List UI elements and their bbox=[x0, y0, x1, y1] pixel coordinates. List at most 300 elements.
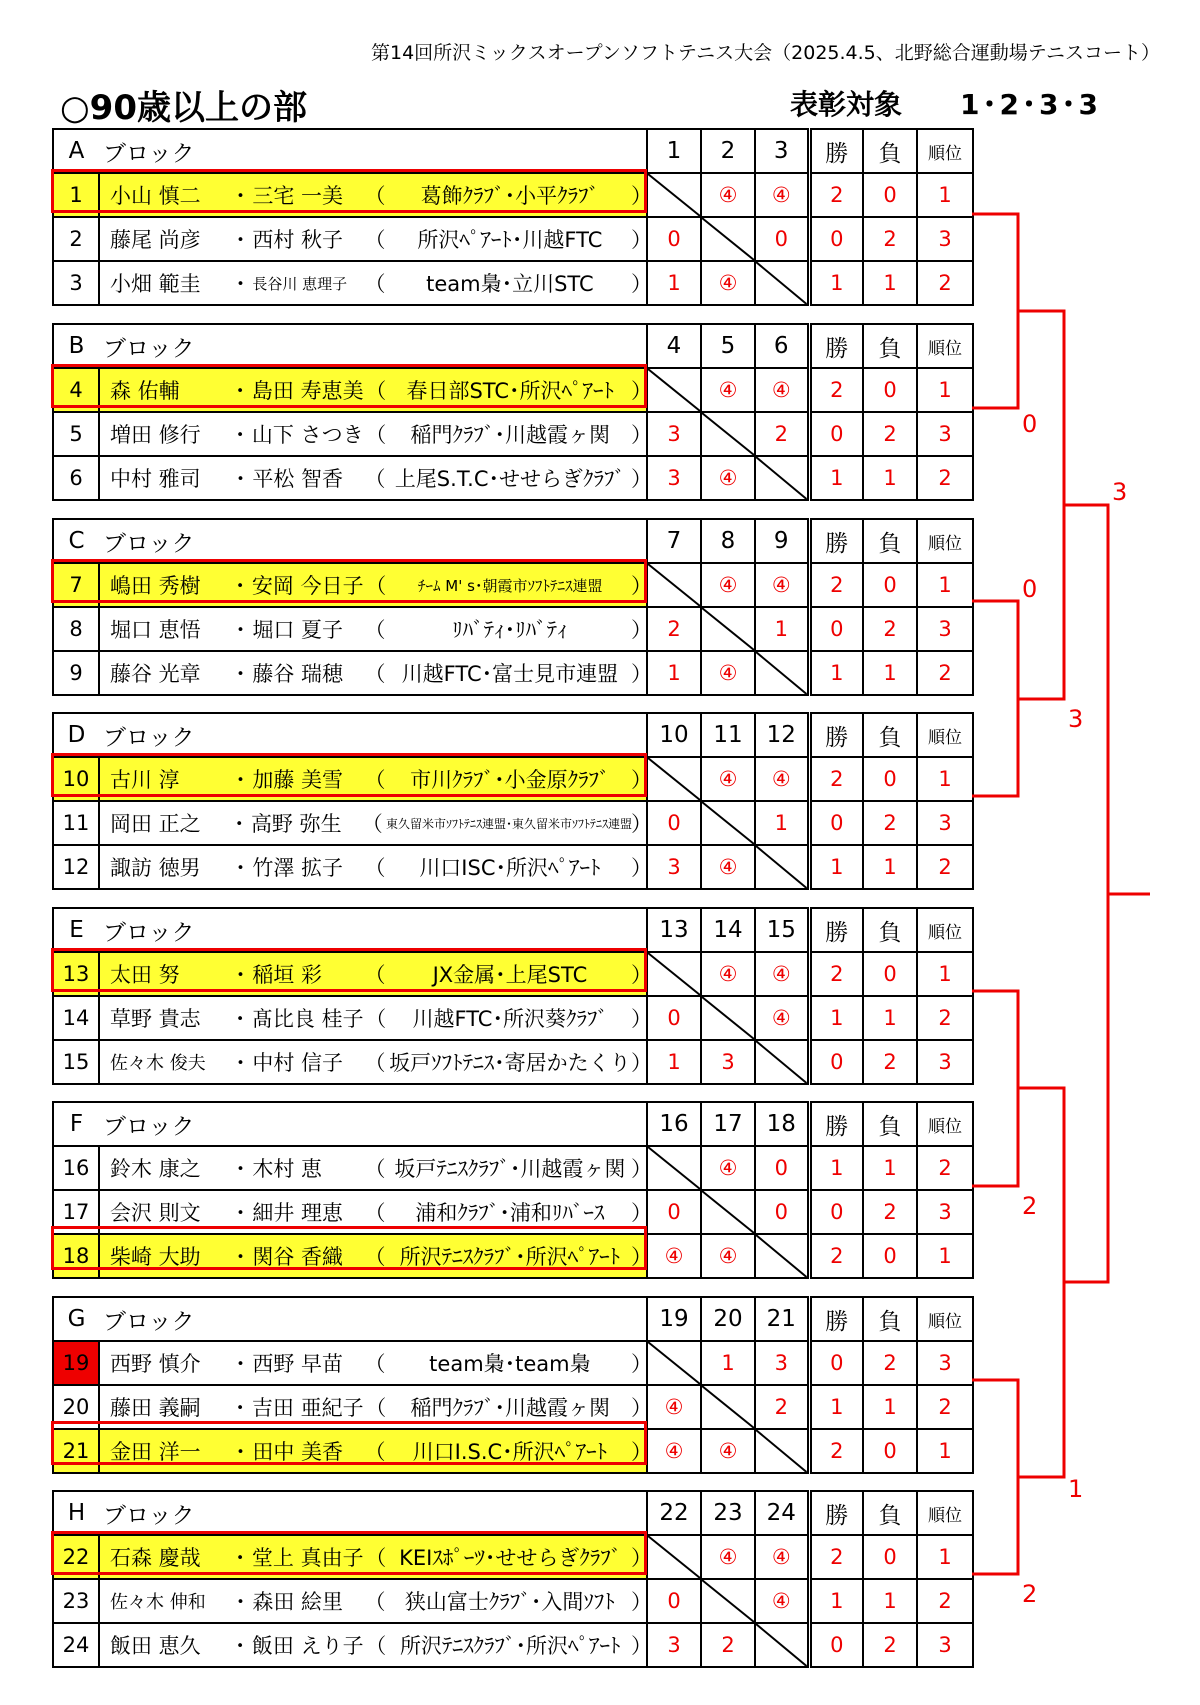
paren-open: （ bbox=[364, 1245, 386, 1269]
club-name: 浦和ｸﾗﾌﾞ･浦和ﾘﾊﾞｰｽ bbox=[415, 1201, 605, 1225]
paren-close: ） bbox=[631, 963, 653, 987]
player-2-name: 細井 理恵 bbox=[252, 1201, 344, 1225]
self-match-cell bbox=[647, 1535, 701, 1579]
opponent-column-header: 7 bbox=[647, 519, 701, 563]
opponent-column-header: 20 bbox=[701, 1297, 755, 1341]
team-row bbox=[53, 952, 973, 996]
match-result: 2 bbox=[647, 607, 701, 651]
team-number: 6 bbox=[53, 456, 99, 500]
tournament-subtitle: 第14回所沢ミックスオープンソフトテニス大会（2025.4.5、北野総合運動場テニスコート） bbox=[371, 42, 1160, 64]
paren-close: ） bbox=[630, 1546, 652, 1570]
match-result: ④ bbox=[647, 1429, 701, 1473]
match-result: ④ bbox=[701, 368, 755, 412]
losses-value: 2 bbox=[863, 1623, 917, 1667]
loss-column-header: 負 bbox=[863, 1102, 917, 1146]
team-row bbox=[53, 173, 973, 217]
opponent-column-header: 24 bbox=[755, 1491, 809, 1535]
paren-open: （ bbox=[365, 1007, 387, 1031]
paren-open: （ bbox=[365, 1546, 387, 1570]
self-match-cell bbox=[647, 952, 701, 996]
match-result: ④ bbox=[755, 952, 809, 996]
loss-column-header: 負 bbox=[863, 1491, 917, 1535]
team-names bbox=[99, 1146, 653, 1190]
win-column-header: 勝 bbox=[809, 129, 863, 173]
match-result: 3 bbox=[647, 1623, 701, 1667]
separator-dot: ･ bbox=[235, 662, 246, 686]
losses-value: 2 bbox=[863, 217, 917, 261]
self-match-cell bbox=[647, 1146, 701, 1190]
wins-value: 1 bbox=[809, 1146, 863, 1190]
player-1-name: 草野 貴志 bbox=[110, 1007, 201, 1031]
team-names bbox=[99, 1234, 653, 1278]
wins-value: 0 bbox=[809, 1623, 863, 1667]
page-title: ○90歳以上の部 bbox=[60, 88, 307, 128]
player-2-name: 高野 弥生 bbox=[250, 812, 342, 836]
wins-value: 0 bbox=[809, 412, 863, 456]
bracket-line-g bbox=[972, 1380, 1018, 1477]
self-match-cell bbox=[755, 1429, 809, 1473]
team-row bbox=[53, 563, 973, 607]
wins-value: 2 bbox=[809, 1429, 863, 1473]
team-number: 4 bbox=[53, 368, 99, 412]
block-header-row bbox=[53, 908, 973, 952]
paren-close: ） bbox=[631, 467, 653, 491]
team-row bbox=[53, 368, 973, 412]
team-row bbox=[53, 1623, 973, 1667]
rank-value: 3 bbox=[917, 1190, 973, 1234]
team-row bbox=[53, 607, 973, 651]
player-1-name: 西野 慎介 bbox=[110, 1352, 201, 1376]
player-2-name: 髙比良 桂子 bbox=[251, 1007, 364, 1031]
block-header-row bbox=[53, 1297, 973, 1341]
bracket-score: 3 bbox=[1112, 478, 1128, 506]
block-h bbox=[52, 1490, 972, 1658]
team-row bbox=[53, 1429, 973, 1473]
team-row bbox=[53, 1040, 973, 1084]
match-result: 0 bbox=[647, 801, 701, 845]
block-f bbox=[52, 1101, 972, 1269]
bracket-line-f bbox=[972, 1088, 1018, 1186]
win-column-header: 勝 bbox=[809, 908, 863, 952]
paren-close: ） bbox=[631, 228, 653, 252]
block-header-row bbox=[53, 1102, 973, 1146]
award-label: 表彰対象 bbox=[790, 88, 903, 121]
diagonal-slash-icon bbox=[702, 413, 754, 455]
team-row bbox=[53, 1385, 973, 1429]
diagonal-slash-icon bbox=[648, 758, 700, 800]
team-names bbox=[99, 1579, 653, 1623]
player-2-name: 中村 信子 bbox=[252, 1051, 344, 1075]
separator-dot: ･ bbox=[234, 1634, 246, 1658]
match-result: 0 bbox=[647, 996, 701, 1040]
club-name: 川越FTC･所沢葵ｸﾗﾌﾞ bbox=[412, 1007, 608, 1031]
player-2-name: 吉田 亜紀子 bbox=[251, 1396, 364, 1420]
rank-value: 1 bbox=[917, 1429, 973, 1473]
rank-value: 3 bbox=[917, 412, 973, 456]
paren-close: ） bbox=[631, 1352, 653, 1376]
loss-column-header: 負 bbox=[863, 519, 917, 563]
wins-value: 0 bbox=[809, 1040, 863, 1084]
block-header-row bbox=[53, 519, 973, 563]
team-number: 11 bbox=[53, 801, 99, 845]
paren-close: ） bbox=[631, 856, 653, 880]
self-match-cell bbox=[701, 996, 755, 1040]
player-1-name: 鈴木 康之 bbox=[110, 1157, 201, 1181]
paren-close: ） bbox=[631, 272, 653, 296]
opponent-column-header: 6 bbox=[755, 324, 809, 368]
paren-close: ） bbox=[630, 1396, 652, 1420]
team-row bbox=[53, 801, 973, 845]
team-row bbox=[53, 1234, 973, 1278]
rank-value: 3 bbox=[917, 1040, 973, 1084]
team-names bbox=[99, 1341, 653, 1385]
self-match-cell bbox=[755, 845, 809, 889]
block-letter: G bbox=[53, 1297, 99, 1341]
losses-value: 0 bbox=[863, 563, 917, 607]
team-row bbox=[53, 1579, 973, 1623]
match-result: 1 bbox=[755, 801, 809, 845]
diagonal-slash-icon bbox=[648, 564, 700, 606]
player-2-name: 島田 寿恵美 bbox=[251, 379, 364, 403]
player-1-name: 太田 努 bbox=[110, 963, 180, 987]
team-names bbox=[99, 368, 652, 412]
paren-close: ） bbox=[631, 1157, 653, 1181]
paren-open: （ bbox=[364, 1440, 386, 1464]
team-row bbox=[53, 456, 973, 500]
match-result: ④ bbox=[755, 1579, 809, 1623]
losses-value: 1 bbox=[863, 996, 917, 1040]
paren-close: ） bbox=[630, 379, 652, 403]
diagonal-slash-icon bbox=[756, 1430, 807, 1472]
bracket-score: 2 bbox=[1022, 1580, 1038, 1608]
win-column-header: 勝 bbox=[809, 324, 863, 368]
club-name: 川口I.S.C･所沢ﾍﾟｱｰﾄ bbox=[412, 1440, 608, 1464]
bracket-score: 1 bbox=[1068, 1475, 1084, 1503]
paren-open: （ bbox=[364, 272, 386, 296]
bracket-score: 2 bbox=[1022, 1192, 1038, 1220]
separator-dot: ･ bbox=[234, 423, 246, 447]
team-names bbox=[99, 217, 653, 261]
match-result: 0 bbox=[755, 1190, 809, 1234]
separator-dot: ･ bbox=[235, 1352, 246, 1376]
match-result: ④ bbox=[701, 1429, 755, 1473]
block-label: ブロック bbox=[99, 1297, 647, 1341]
diagonal-slash-icon bbox=[648, 174, 700, 216]
match-result: 0 bbox=[647, 1579, 701, 1623]
team-names bbox=[99, 1623, 652, 1667]
self-match-cell bbox=[647, 1341, 701, 1385]
separator-dot: ･ bbox=[235, 768, 246, 792]
self-match-cell bbox=[755, 1040, 809, 1084]
match-result: ④ bbox=[755, 173, 809, 217]
club-name: 坂戸ｿﾌﾄﾃﾆｽ･寄居かたくり bbox=[389, 1051, 631, 1075]
losses-value: 2 bbox=[863, 1040, 917, 1084]
bracket-line-h bbox=[972, 1477, 1018, 1574]
diagonal-slash-icon bbox=[702, 1191, 754, 1233]
block-label: ブロック bbox=[99, 908, 647, 952]
separator-dot: ･ bbox=[235, 1201, 246, 1225]
paren-open: （ bbox=[364, 768, 386, 792]
opponent-column-header: 8 bbox=[701, 519, 755, 563]
club-name: 所沢ﾍﾟｱｰﾄ･川越FTC bbox=[417, 228, 603, 252]
match-result: 3 bbox=[647, 845, 701, 889]
paren-open: （ bbox=[364, 1157, 386, 1181]
match-result: ④ bbox=[755, 757, 809, 801]
opponent-column-header: 19 bbox=[647, 1297, 701, 1341]
opponent-column-header: 1 bbox=[647, 129, 701, 173]
win-column-header: 勝 bbox=[809, 713, 863, 757]
rank-value: 3 bbox=[917, 217, 973, 261]
match-result: ④ bbox=[647, 1234, 701, 1278]
rank-column-header: 順位 bbox=[917, 713, 973, 757]
player-1-name: 石森 慶哉 bbox=[110, 1546, 201, 1570]
team-number: 3 bbox=[53, 261, 99, 305]
diagonal-slash-icon bbox=[702, 1580, 754, 1622]
block-letter: C bbox=[53, 519, 99, 563]
wins-value: 0 bbox=[809, 1341, 863, 1385]
loss-column-header: 負 bbox=[863, 1297, 917, 1341]
match-result: ④ bbox=[755, 368, 809, 412]
wins-value: 2 bbox=[809, 563, 863, 607]
team-row bbox=[53, 217, 973, 261]
team-number: 17 bbox=[53, 1190, 99, 1234]
rank-column-header: 順位 bbox=[917, 129, 973, 173]
opponent-column-header: 18 bbox=[755, 1102, 809, 1146]
team-names bbox=[99, 757, 653, 801]
team-number: 8 bbox=[53, 607, 99, 651]
paren-close: ） bbox=[631, 1440, 653, 1464]
separator-dot: ･ bbox=[234, 1546, 246, 1570]
rank-value: 2 bbox=[917, 456, 973, 500]
player-2-name: 堀口 夏子 bbox=[252, 618, 344, 642]
paren-close: ） bbox=[631, 1245, 653, 1269]
team-number: 7 bbox=[53, 563, 99, 607]
losses-value: 1 bbox=[863, 651, 917, 695]
team-names bbox=[99, 456, 653, 500]
losses-value: 1 bbox=[863, 845, 917, 889]
team-row bbox=[53, 1146, 973, 1190]
paren-open: （ bbox=[364, 856, 386, 880]
wins-value: 1 bbox=[809, 1385, 863, 1429]
match-result: ④ bbox=[701, 952, 755, 996]
club-name: KEIｽﾎﾟｰﾂ･せせらぎｸﾗﾌﾞ bbox=[399, 1546, 622, 1570]
wins-value: 1 bbox=[809, 261, 863, 305]
opponent-column-header: 22 bbox=[647, 1491, 701, 1535]
match-result: 0 bbox=[647, 217, 701, 261]
opponent-column-header: 5 bbox=[701, 324, 755, 368]
match-result: 3 bbox=[701, 1040, 755, 1084]
team-number: 15 bbox=[53, 1040, 99, 1084]
opponent-column-header: 23 bbox=[701, 1491, 755, 1535]
team-row bbox=[53, 1190, 973, 1234]
self-match-cell bbox=[701, 217, 755, 261]
diagonal-slash-icon bbox=[648, 1147, 700, 1189]
self-match-cell bbox=[701, 412, 755, 456]
club-name: team梟･立川STC bbox=[426, 272, 594, 296]
match-result: ④ bbox=[701, 563, 755, 607]
self-match-cell bbox=[701, 1385, 755, 1429]
rank-value: 1 bbox=[917, 757, 973, 801]
wins-value: 2 bbox=[809, 1234, 863, 1278]
bracket-score: 0 bbox=[1022, 410, 1038, 438]
rank-value: 2 bbox=[917, 1579, 973, 1623]
win-column-header: 勝 bbox=[809, 1297, 863, 1341]
player-1-name: 藤田 義嗣 bbox=[110, 1396, 201, 1420]
match-result: ④ bbox=[701, 261, 755, 305]
self-match-cell bbox=[755, 1623, 809, 1667]
rank-value: 2 bbox=[917, 651, 973, 695]
rank-column-header: 順位 bbox=[917, 1102, 973, 1146]
diagonal-slash-icon bbox=[648, 1536, 700, 1578]
win-column-header: 勝 bbox=[809, 1491, 863, 1535]
paren-close: ） bbox=[630, 1634, 652, 1658]
opponent-column-header: 12 bbox=[755, 713, 809, 757]
rank-value: 1 bbox=[917, 563, 973, 607]
club-name: team梟･team梟 bbox=[429, 1352, 591, 1376]
paren-open: （ bbox=[365, 423, 387, 447]
player-1-name: 佐々木 伸和 bbox=[110, 1592, 206, 1613]
losses-value: 2 bbox=[863, 801, 917, 845]
paren-open: （ bbox=[364, 1352, 386, 1376]
club-name: 稲門ｸﾗﾌﾞ･川越霞ヶ関 bbox=[410, 1396, 610, 1420]
team-number: 24 bbox=[53, 1623, 99, 1667]
club-name: ﾘﾊﾞﾃｨ･ﾘﾊﾞﾃｨ bbox=[452, 618, 568, 642]
team-number: 19 bbox=[53, 1341, 99, 1385]
bracket-line-final-top bbox=[1064, 505, 1150, 894]
player-1-name: 金田 洋一 bbox=[110, 1440, 201, 1464]
self-match-cell bbox=[647, 563, 701, 607]
match-result: ④ bbox=[701, 1535, 755, 1579]
loss-column-header: 負 bbox=[863, 713, 917, 757]
award-value: 1･2･3･3 bbox=[960, 88, 1101, 121]
team-names bbox=[99, 261, 653, 305]
self-match-cell bbox=[701, 1190, 755, 1234]
player-1-name: 岡田 正之 bbox=[110, 812, 201, 836]
block-header-row bbox=[53, 1491, 973, 1535]
separator-dot: ･ bbox=[235, 467, 246, 491]
match-result: 1 bbox=[647, 1040, 701, 1084]
losses-value: 1 bbox=[863, 261, 917, 305]
player-2-name: 西野 早苗 bbox=[252, 1352, 344, 1376]
losses-value: 2 bbox=[863, 1190, 917, 1234]
wins-value: 1 bbox=[809, 651, 863, 695]
rank-value: 3 bbox=[917, 607, 973, 651]
player-2-name: 長谷川 恵理子 bbox=[252, 274, 348, 293]
losses-value: 0 bbox=[863, 952, 917, 996]
diagonal-slash-icon bbox=[756, 846, 807, 888]
losses-value: 1 bbox=[863, 1385, 917, 1429]
player-1-name: 中村 雅司 bbox=[110, 467, 201, 491]
block-header-row bbox=[53, 129, 973, 173]
bracket-score: 3 bbox=[1068, 705, 1084, 733]
losses-value: 1 bbox=[863, 1579, 917, 1623]
paren-close: ） bbox=[630, 574, 652, 598]
match-result: ④ bbox=[755, 563, 809, 607]
paren-close: ） bbox=[631, 1590, 653, 1614]
separator-dot: ･ bbox=[235, 272, 246, 296]
match-result: 3 bbox=[755, 1341, 809, 1385]
losses-value: 0 bbox=[863, 1429, 917, 1473]
bracket-line-d bbox=[972, 699, 1018, 796]
match-result: 1 bbox=[755, 607, 809, 651]
rank-column-header: 順位 bbox=[917, 1297, 973, 1341]
diagonal-slash-icon bbox=[702, 1386, 754, 1428]
rank-value: 2 bbox=[917, 1385, 973, 1429]
match-result: 1 bbox=[647, 261, 701, 305]
player-2-name: 山下 さつき bbox=[251, 423, 364, 447]
separator-dot: ･ bbox=[234, 1007, 246, 1031]
player-2-name: 藤谷 瑞穂 bbox=[252, 662, 344, 686]
match-result: ④ bbox=[755, 996, 809, 1040]
diagonal-slash-icon bbox=[756, 652, 807, 694]
opponent-column-header: 9 bbox=[755, 519, 809, 563]
club-name: 坂戸ﾃﾆｽｸﾗﾌﾞ･川越霞ヶ関 bbox=[394, 1157, 626, 1181]
team-names bbox=[99, 173, 653, 217]
diagonal-slash-icon bbox=[756, 262, 807, 304]
team-names bbox=[99, 845, 653, 889]
wins-value: 1 bbox=[809, 1579, 863, 1623]
match-result: 0 bbox=[647, 1190, 701, 1234]
self-match-cell bbox=[755, 651, 809, 695]
self-match-cell bbox=[647, 368, 701, 412]
club-name: 川口ISC･所沢ﾍﾟｱｰﾄ bbox=[419, 856, 601, 880]
team-number: 20 bbox=[53, 1385, 99, 1429]
rank-value: 3 bbox=[917, 801, 973, 845]
paren-close: ） bbox=[631, 1201, 653, 1225]
losses-value: 0 bbox=[863, 173, 917, 217]
block-c bbox=[52, 518, 972, 686]
losses-value: 2 bbox=[863, 1341, 917, 1385]
player-1-name: 会沢 則文 bbox=[110, 1201, 201, 1225]
player-2-name: 田中 美香 bbox=[252, 1440, 344, 1464]
club-name: 市川ｸﾗﾌﾞ･小金原ｸﾗﾌﾞ bbox=[410, 768, 610, 792]
block-d bbox=[52, 712, 972, 880]
diagonal-slash-icon bbox=[702, 608, 754, 650]
player-1-name: 藤尾 尚彦 bbox=[110, 228, 201, 252]
team-number: 22 bbox=[53, 1535, 99, 1579]
team-names bbox=[99, 1385, 652, 1429]
win-column-header: 勝 bbox=[809, 519, 863, 563]
team-number: 10 bbox=[53, 757, 99, 801]
match-result: 2 bbox=[701, 1623, 755, 1667]
block-label: ブロック bbox=[99, 1491, 647, 1535]
separator-dot: ･ bbox=[234, 379, 246, 403]
separator-dot: ･ bbox=[235, 856, 246, 880]
rank-value: 1 bbox=[917, 1234, 973, 1278]
bracket-line-gh bbox=[1018, 1282, 1064, 1477]
match-result: 0 bbox=[755, 217, 809, 261]
separator-dot: ･ bbox=[235, 1051, 246, 1075]
wins-value: 0 bbox=[809, 607, 863, 651]
player-1-name: 飯田 恵久 bbox=[110, 1634, 201, 1658]
team-names bbox=[99, 801, 652, 845]
bracket-line-ef bbox=[1018, 1088, 1064, 1282]
team-row bbox=[53, 996, 973, 1040]
match-result: ④ bbox=[647, 1385, 701, 1429]
rank-value: 2 bbox=[917, 845, 973, 889]
block-e bbox=[52, 907, 972, 1075]
block-letter: H bbox=[53, 1491, 99, 1535]
match-result: 2 bbox=[755, 1385, 809, 1429]
wins-value: 2 bbox=[809, 173, 863, 217]
opponent-column-header: 17 bbox=[701, 1102, 755, 1146]
team-names bbox=[99, 412, 652, 456]
block-header-row bbox=[53, 713, 973, 757]
losses-value: 2 bbox=[863, 607, 917, 651]
club-name: 葛飾ｸﾗﾌﾞ･小平ｸﾗﾌﾞ bbox=[420, 184, 600, 208]
rank-value: 2 bbox=[917, 996, 973, 1040]
club-name: JX金属･上尾STC bbox=[432, 963, 588, 987]
